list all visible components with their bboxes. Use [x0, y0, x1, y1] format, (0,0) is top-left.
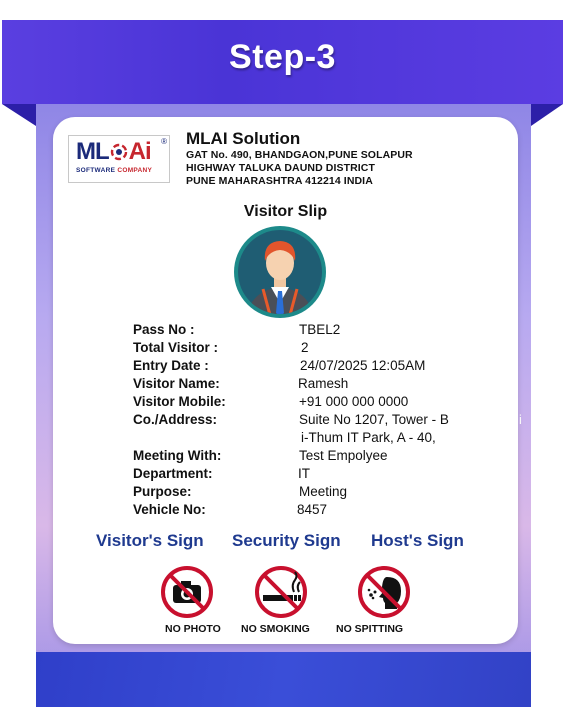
- field-label-purpose: Purpose:: [133, 484, 192, 499]
- field-value-entry-date: 24/07/2025 12:05AM: [300, 358, 426, 373]
- step-title: Step-3: [229, 38, 336, 76]
- field-label-visitor-mobile: Visitor Mobile:: [133, 394, 226, 409]
- field-label-department: Department:: [133, 466, 213, 481]
- visitor-avatar: [233, 225, 327, 319]
- background-panel-bottom: [36, 652, 531, 707]
- logo-sub-left: SOFTWARE: [76, 167, 116, 174]
- field-label-entry-date: Entry Date :: [133, 358, 209, 373]
- field-value-pass-no: TBEL2: [299, 322, 341, 337]
- field-value-vehicle-no: 8457: [297, 502, 328, 517]
- field-value-address-line-1: Suite No 1207, Tower - B: [299, 412, 449, 427]
- no-smoking-icon: [254, 565, 308, 619]
- field-value-purpose: Meeting: [299, 484, 348, 499]
- logo-ai-text: Ai: [128, 138, 151, 165]
- company-address-line: PUNE MAHARASHTRA 412214 INDIA: [186, 175, 373, 187]
- field-label-total-visitor: Total Visitor :: [133, 340, 219, 355]
- visitor-slip-card: [53, 117, 518, 644]
- no-photo-label: NO PHOTO: [165, 623, 221, 635]
- company-address-line: GAT No. 490, BHANDGAON,PUNE SOLAPUR: [186, 149, 413, 161]
- field-value-visitor-name: Ramesh: [298, 376, 349, 391]
- field-label-address: Co./Address:: [133, 412, 218, 427]
- logo-main-text: ML: [76, 138, 109, 165]
- slip-title: Visitor Slip: [243, 203, 328, 220]
- edge-text: i: [519, 412, 522, 427]
- banner-fold-right: [531, 104, 563, 126]
- field-value-department: IT: [298, 466, 310, 481]
- field-label-pass-no: Pass No :: [133, 322, 195, 337]
- field-label-visitor-name: Visitor Name:: [133, 376, 220, 391]
- company-logo: [68, 135, 170, 183]
- company-info: [186, 129, 413, 188]
- banner-fold-left: [2, 104, 36, 126]
- no-spitting-label: NO SPITTING: [336, 623, 404, 635]
- field-label-vehicle-no: Vehicle No:: [133, 502, 206, 517]
- company-name: MLAI Solution: [186, 129, 301, 148]
- field-value-visitor-mobile: +91 000 000 0000: [299, 394, 409, 409]
- logo-swirl-icon: [110, 143, 128, 161]
- no-photo-icon: [160, 565, 214, 619]
- field-value-address-line-2: i-Thum IT Park, A - 40,: [301, 430, 436, 445]
- logo-registered-mark: ®: [161, 137, 167, 146]
- host-sign-label: Host's Sign: [371, 531, 464, 550]
- no-smoking-label: NO SMOKING: [241, 623, 310, 635]
- security-sign-label: Security Sign: [232, 531, 341, 550]
- logo-sub-right: COMPANY: [117, 167, 153, 174]
- company-address-line: HIGHWAY TALUKA DAUND DISTRICT: [186, 162, 375, 174]
- no-spitting-icon: [357, 565, 411, 619]
- field-value-total-visitor: 2: [301, 340, 309, 355]
- visitor-sign-label: Visitor's Sign: [96, 531, 204, 550]
- field-value-meeting-with: Test Empolyee: [299, 448, 388, 463]
- step-banner: [2, 20, 563, 104]
- field-label-meeting-with: Meeting With:: [133, 448, 222, 463]
